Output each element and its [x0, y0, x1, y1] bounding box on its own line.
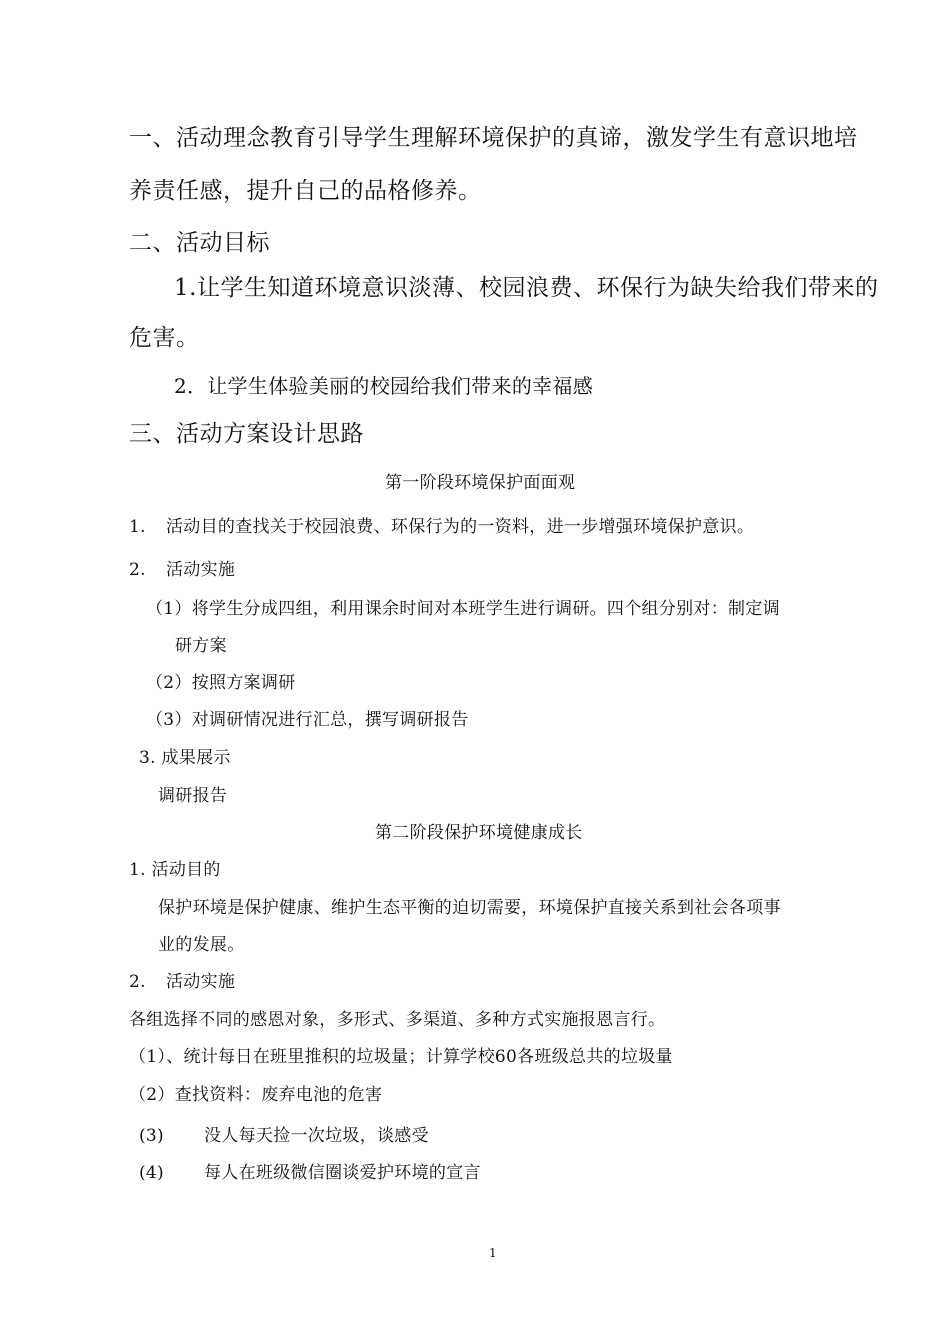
stage2-sub3-number: (3) [139, 1126, 164, 1146]
stage1-item2-text: 活动实施 [166, 560, 236, 580]
stage1-sub1-line1: （1）将学生分成四组，利用课余时间对本班学生进行调研。四个组分别对：制定调 [146, 599, 780, 619]
stage2-sub4 [139, 1165, 481, 1182]
goal2: 2．让学生体验美丽的校园给我们带来的幸福感 [174, 374, 594, 398]
stage2-title: 第二阶段保护环境健康成长 [375, 823, 583, 843]
stage2-sub4-text: 每人在班级微信圈谈爱护环境的宣言 [204, 1163, 481, 1183]
stage1-item2-number: 2. [129, 560, 146, 580]
goal1-line2: 危害。 [129, 325, 200, 351]
section1-line1: 一、活动理念教育引导学生理解环境保护的真谛，激发学生有意识地培 [129, 125, 858, 151]
stage1-item3: 3. 成果展示 [139, 748, 231, 768]
stage2-sub3-text: 没人每天捡一次垃圾，谈感受 [204, 1126, 429, 1146]
stage1-item1-number: 1. [129, 517, 146, 537]
stage1-sub3: （3）对调研情况进行汇总，撰写调研报告 [146, 710, 469, 730]
stage2-item2-number: 2. [129, 972, 146, 992]
stage2-sub1: （1）、统计每日在班里推积的垃圾量；计算学校60各班级总共的垃圾量 [129, 1047, 673, 1067]
stage2-item1-line1: 保护环境是保护健康、维护生态平衡的迫切需要，环境保护直接关系到社会各项事 [158, 898, 781, 918]
stage2-sub4-number: (4) [139, 1163, 164, 1183]
stage2-item2-text: 活动实施 [166, 972, 236, 992]
stage2-intro: 各组选择不同的感恩对象，多形式、多渠道、多种方式实施报恩言行。 [129, 1010, 666, 1030]
stage2-item2 [129, 974, 235, 991]
stage2-sub2: （2）查找资料：废弃电池的危害 [129, 1085, 383, 1105]
stage2-sub3 [139, 1128, 429, 1145]
section1-line2: 养责任感，提升自己的品格修养。 [129, 178, 482, 204]
stage2-item1: 1. 活动目的 [129, 860, 221, 880]
page-number: 1 [489, 1246, 497, 1260]
stage2-item1-line2: 业的发展。 [158, 935, 245, 955]
stage1-sub1-line2: 研方案 [175, 636, 227, 656]
stage1-item1-text: 活动目的查找关于校园浪费、环保行为的一资料，进一步增强环境保护意识。 [166, 517, 755, 537]
section3-heading: 三、活动方案设计思路 [129, 421, 364, 447]
goal1-line1: 1.让学生知道环境意识淡薄、校园浪费、环保行为缺失给我们带来的 [174, 275, 879, 301]
stage1-item1 [129, 519, 754, 536]
stage1-item3-text: 调研报告 [158, 786, 228, 806]
section2-heading: 二、活动目标 [129, 230, 270, 256]
stage1-title: 第一阶段环境保护面面观 [385, 473, 576, 493]
stage1-sub2: （2）按照方案调研 [146, 673, 296, 693]
stage1-item2 [129, 562, 235, 579]
